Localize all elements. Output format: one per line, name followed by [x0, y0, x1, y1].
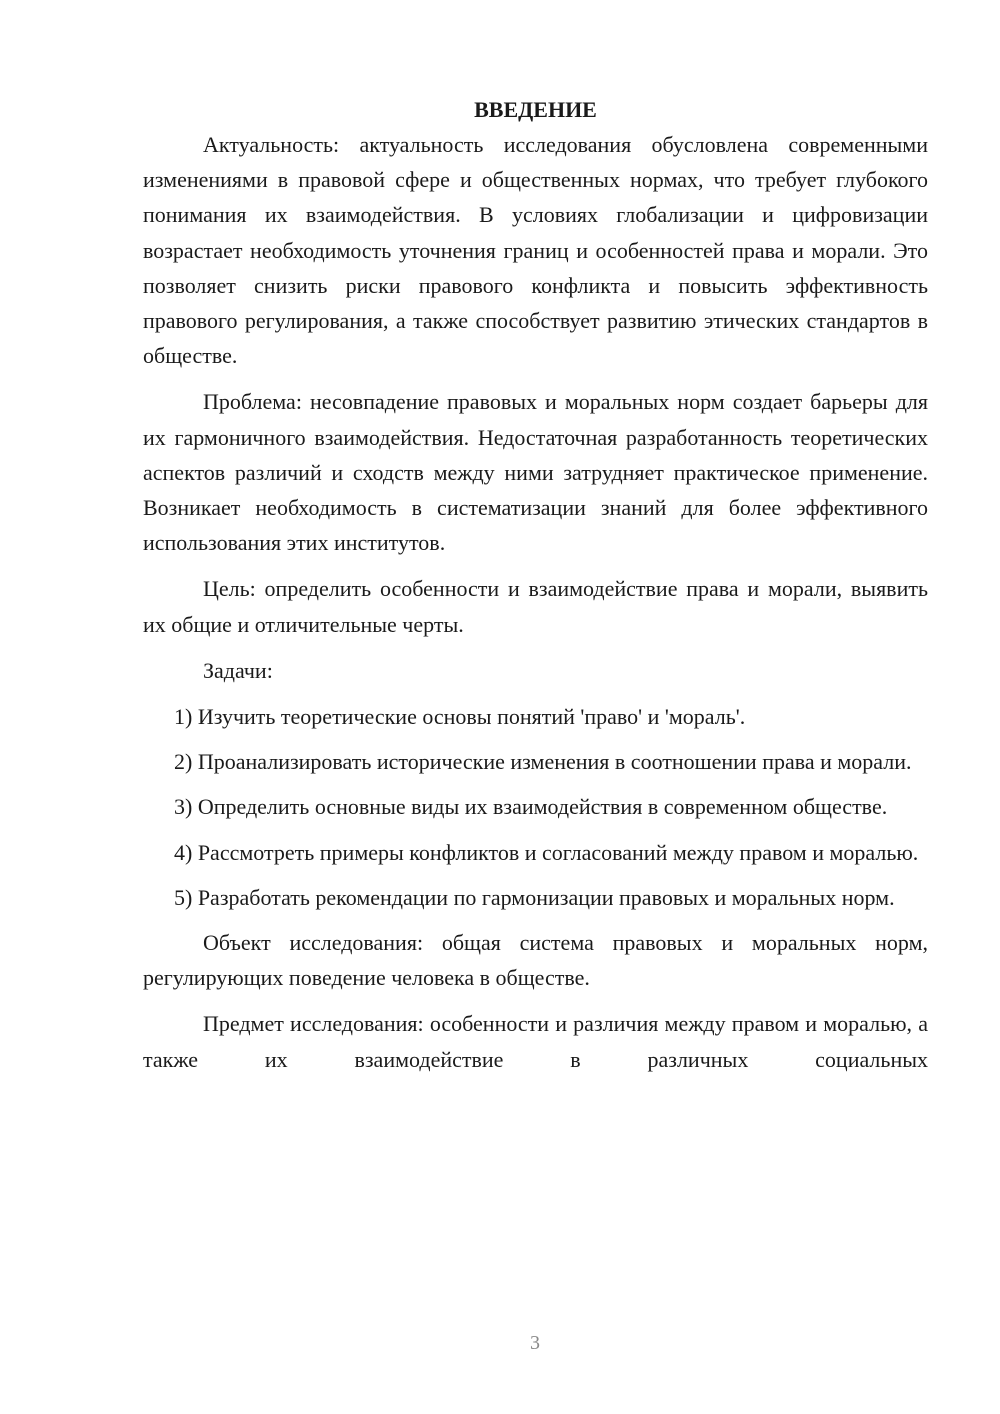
subject-paragraph: Предмет исследования: особенности и различия между правом и моралью, а также их взаимодействие в различных социальных	[143, 1011, 928, 1072]
task-item: 3) Определить основные виды их взаимодействия в современном обществе.	[174, 794, 888, 820]
object-paragraph: Объект исследования: общая система правовых и моральных норм, регулирующих поведение человека в обществе.	[143, 930, 928, 991]
document-heading: ВВЕДЕНИЕ	[474, 97, 597, 122]
task-item: 1) Изучить теоретические основы понятий 'право' и 'мораль'.	[174, 704, 746, 730]
relevance-paragraph: Актуальность: актуальность исследования обусловлена современными изменениями в правовой сфере и общественных нормах, что требует глубокого понимания их взаимодействия. В условиях глобализации и цифровизации возрастает необходимость уточнения границ и особенностей права и морали. Это позволяет снизить риски правового конфликта и повысить эффективность правового регулирования, а также способствует развитию этических стандартов в обществе.	[143, 132, 928, 369]
document-page	[143, 92, 928, 1088]
task-item: 5) Разработать рекомендации по гармонизации правовых и моральных норм.	[174, 884, 895, 910]
page-number: 3	[530, 1332, 540, 1354]
task-item: 2) Проанализировать исторические изменения в соотношении права и морали.	[174, 749, 912, 775]
goal-paragraph: Цель: определить особенности и взаимодействие права и морали, выявить их общие и отличительные черты.	[143, 576, 928, 637]
tasks-title: Задачи:	[203, 657, 273, 683]
problem-paragraph: Проблема: несовпадение правовых и моральных норм создает барьеры для их гармоничного взаимодействия. Недостаточная разработанность теоретических аспектов различий и сходств между ними затрудняет практическое применение. Возникает необходимость в систематизации знаний для более эффективного использования этих институтов.	[143, 389, 928, 556]
task-item: 4) Рассмотреть примеры конфликтов и согласований между правом и моралью.	[174, 839, 919, 865]
